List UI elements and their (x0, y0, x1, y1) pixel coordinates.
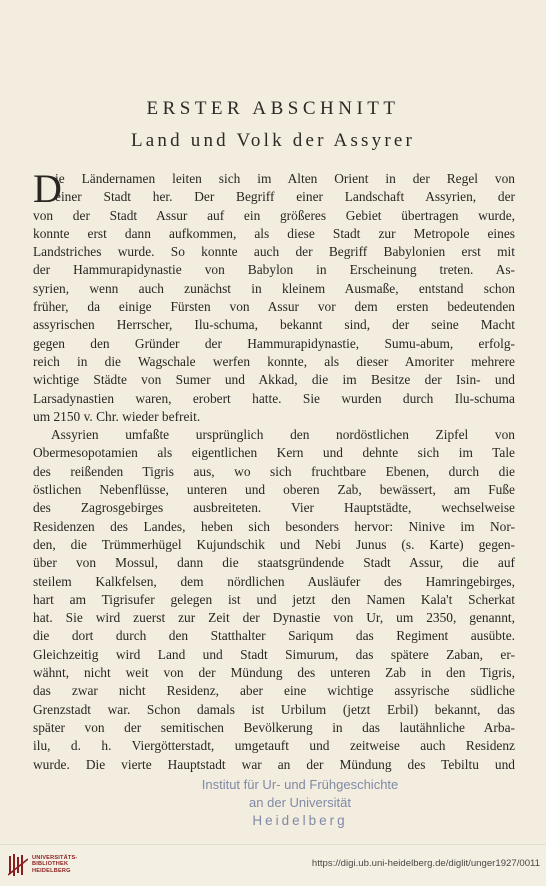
drop-cap: D (33, 166, 62, 211)
text-line: des Zagrosgebirges ausbreiteten. Vier Hauptstädte, wechselweise (33, 500, 515, 516)
logo-line: UNIVERSITÄTS- (32, 855, 78, 861)
text-line: konnte erst dann aufkommen, als diese Stadt zur Metropole eines (33, 225, 515, 241)
body-text (33, 166, 515, 774)
text-line: der Hammurapidynastie von Babylon in Erscheinung treten. As- (33, 262, 515, 278)
text-line: ilu, d. h. Viergötterstadt, umgetauft und zeitweise auch Residenz (33, 738, 515, 754)
chapter-heading: ERSTER ABSCHNITT (146, 98, 400, 119)
text-line: das zwar nicht Residenz, aber eine wichtige assyrische südliche (33, 683, 515, 699)
text-line: Gleichzeitig wird Land und Stadt Simurum, das spätere Zaban, er- (33, 646, 515, 662)
text-line: assyrischen Herrscher, Ilu-schuma, bekannt sind, der seine Macht (33, 317, 515, 333)
text-line: Grenzstadt war. Schon damals ist Urbilum (jetzt Erbil) bekannt, das (33, 701, 515, 717)
stamp-line-city: Heidelberg (252, 813, 348, 828)
viewer-footer (0, 844, 546, 886)
text-line: wähnt, nicht weit von der Mündung des unteren Zab in den Tigris, (33, 665, 515, 681)
stamp-line-institute: Institut für Ur- und Frühgeschichte (201, 777, 399, 792)
text-line: den, die Trümmerhügel Kujundschik und Nebi Junus (s. Karte) gegen- (33, 536, 515, 552)
text-line: hart am Tigrisufer gelegen ist und jetzt den Namen Kala't Scherkat (33, 591, 515, 607)
text-line: wurde. Die vierte Hauptstadt war an der Mündung des Tebiltu und (33, 756, 515, 772)
page-url-link[interactable]: https://digi.ub.uni-heidelberg.de/diglit/unger1927/0011 (311, 858, 540, 869)
text-line: von der Stadt Assur auf ein größeres Gebiet übertragen wurde, (33, 207, 515, 223)
text-line: steilem Kalkfelsen, dem nördlichen Ausläufer des Hamringebirges, (33, 573, 515, 589)
text-line: wichtige Städte von Sumer und Akkad, die im Besitze der Isin- und (33, 372, 515, 388)
text-line: früher, da einige Fürsten von Assur vor dem ersten bedeutenden (33, 299, 515, 315)
text-line: gegen den Gründer der Hammurapidynastie, Sumu-abum, erfolg- (33, 335, 515, 351)
text-line: die dort durch den Statthalter Sariqum das Regiment ausübte. (33, 628, 515, 644)
text-line: syrien, wenn auch zunächst in kleinem Ausmaße, entstand schon (33, 280, 515, 296)
text-line: Obermesopotamien als eigentlichen Kern und dehnte sich im Tale (33, 445, 515, 461)
logo-line: HEIDELBERG (32, 867, 71, 874)
text-line: des reißenden Tigris aus, wo sich fruchtbare Ebenen, durch die (33, 463, 515, 479)
text-line: einer Stadt her. Der Begriff einer Landschaft Assyrien, der (55, 189, 515, 205)
text-line: um 2150 v. Chr. wieder befreit. (33, 408, 201, 424)
text-line: Assyrien umfaßte ursprünglich den nordöstlichen Zipfel von (51, 427, 515, 443)
text-line: Landstriches wurde. So konnte auch der Begriff Babylonien erst mit (33, 244, 515, 260)
stamp-line-university: an der Universität (249, 795, 351, 810)
text-line: hat. Sie wird zuerst zur Zeit der Dynastie von Ur, um 2350, genannt, (33, 610, 515, 626)
library-logo-icon (8, 853, 28, 877)
logo-line: BIBLIOTHEK (32, 861, 69, 868)
text-line: ie Ländernamen leiten sich im Alten Orient in der Regel von (55, 171, 515, 186)
library-stamp (160, 776, 440, 830)
text-line: östlichen Nebenflüsse, unteren und oberen Zab, bewässert, am Fuße (33, 482, 515, 498)
text-line: später von der semitischen Bevölkerung in das lautähnliche Arba- (33, 719, 515, 735)
text-line: Larsadynastien waren, erobert hatte. Sie wurden durch Ilu-schuma (33, 390, 515, 406)
library-logo-text (32, 855, 78, 874)
text-line: über von Mossul, dann die staatsgründende Stadt Assur, die auf (33, 555, 515, 571)
chapter-title: Land und Volk der Assyrer (130, 130, 416, 151)
text-line: reich in die Wagschale werfen konnte, als dieser Amoriter mehrere (33, 353, 515, 369)
text-line: Residenzen des Landes, heben sich besonders hervor: Ninive im Nor- (33, 518, 515, 534)
